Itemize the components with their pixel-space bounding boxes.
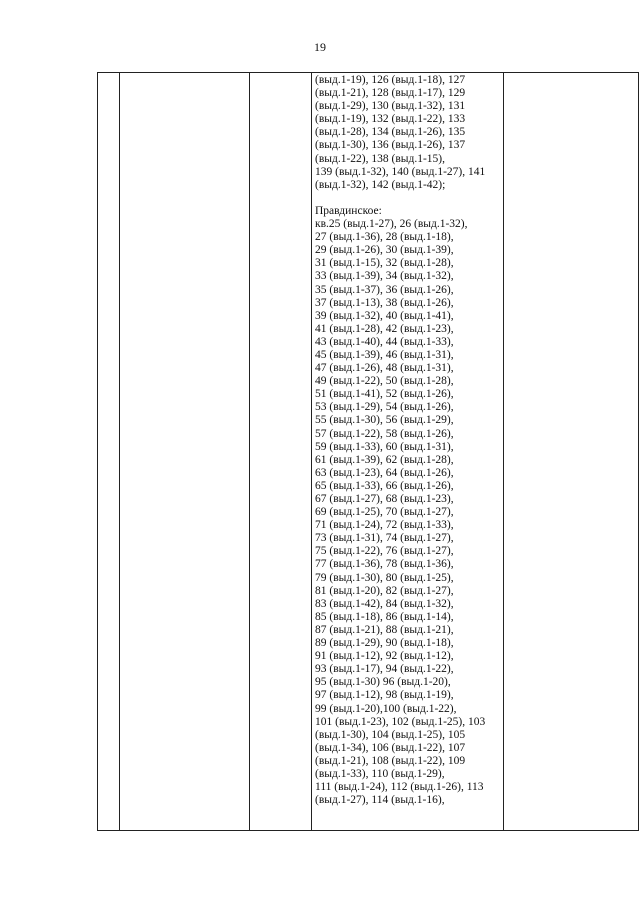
table-bottom-border [97,830,639,831]
text-line: 91 (выд.1-12), 92 (выд.1-12), [315,650,454,663]
text-line: 37 (выд.1-13), 38 (выд.1-26), [315,296,454,309]
text-line: 27 (выд.1-36), 28 (выд.1-18), [315,231,454,244]
page-number: 19 [314,40,326,54]
text-line: (выд.1-21), 128 (выд.1-17), 129 [315,87,466,100]
text-line: 83 (выд.1-42), 84 (выд.1-32), [315,597,454,610]
text-line: 55 (выд.1-30), 56 (выд.1-29), [315,414,454,427]
text-line: (выд.1-33), 110 (выд.1-29), [315,767,445,780]
text-line: 81 (выд.1-20), 82 (выд.1-27), [315,584,454,597]
text-line: 63 (выд.1-23), 64 (выд.1-26), [315,466,454,479]
table-column-border [311,72,312,831]
text-line: (выд.1-30), 136 (выд.1-26), 137 [315,139,466,152]
text-line: (выд.1-21), 108 (выд.1-22), 109 [315,754,466,767]
table-top-border [97,72,639,73]
text-line: 43 (выд.1-40), 44 (выд.1-33), [315,335,454,348]
text-line: 51 (выд.1-41), 52 (выд.1-26), [315,388,454,401]
table-column-border [638,72,639,831]
text-line: 41 (выд.1-28), 42 (выд.1-23), [315,322,454,335]
text-line: 97 (выд.1-12), 98 (выд.1-19), [315,689,454,702]
table-column-border [503,72,504,831]
data-table [97,72,639,831]
text-line: 89 (выд.1-29), 90 (выд.1-18), [315,637,454,650]
text-line: (выд.1-19), 132 (выд.1-22), 133 [315,113,466,126]
text-line: 65 (выд.1-33), 66 (выд.1-26), [315,479,454,492]
text-line: 49 (выд.1-22), 50 (выд.1-28), [315,375,454,388]
text-line: кв.25 (выд.1-27), 26 (выд.1-32), [315,218,468,231]
table-column-border [249,72,250,831]
text-line: (выд.1-32), 142 (выд.1-42); [315,178,446,191]
text-line: 77 (выд.1-36), 78 (выд.1-36), [315,558,454,571]
text-line: 85 (выд.1-18), 86 (выд.1-14), [315,610,454,623]
text-line: 101 (выд.1-23), 102 (выд.1-25), 103 [315,715,486,728]
text-line: 53 (выд.1-29), 54 (выд.1-26), [315,401,454,414]
text-line: 45 (выд.1-39), 46 (выд.1-31), [315,348,454,361]
text-line: 57 (выд.1-22), 58 (выд.1-26), [315,427,454,440]
text-line: (выд.1-27), 114 (выд.1-16), [315,794,445,807]
text-line: 95 (выд.1-30) 96 (выд.1-20), [315,676,451,689]
first-block [315,74,501,192]
text-line: 39 (выд.1-32), 40 (выд.1-41), [315,309,454,322]
table-column-border [119,72,120,831]
section-heading: Правдинское: [315,204,382,217]
text-line: (выд.1-34), 106 (выд.1-22), 107 [315,741,466,754]
text-line: 31 (выд.1-15), 32 (выд.1-28), [315,257,454,270]
text-line: 73 (выд.1-31), 74 (выд.1-27), [315,532,454,545]
text-line: 71 (выд.1-24), 72 (выд.1-33), [315,519,454,532]
text-line: 75 (выд.1-22), 76 (выд.1-27), [315,545,454,558]
text-line: (выд.1-22), 138 (выд.1-15), [315,152,445,165]
second-block [315,218,501,807]
text-line: 35 (выд.1-37), 36 (выд.1-26), [315,283,454,296]
text-line: 87 (выд.1-21), 88 (выд.1-21), [315,623,454,636]
text-line: 139 (выд.1-32), 140 (выд.1-27), 141 [315,165,486,178]
text-line: 59 (выд.1-33), 60 (выд.1-31), [315,440,454,453]
text-line: 67 (выд.1-27), 68 (выд.1-23), [315,493,454,505]
blank-line [315,192,501,205]
text-line: (выд.1-28), 134 (выд.1-26), 135 [315,126,466,139]
text-line: 93 (выд.1-17), 94 (выд.1-22), [315,663,454,676]
text-line: 69 (выд.1-25), 70 (выд.1-27), [315,506,454,519]
text-line: 111 (выд.1-24), 112 (выд.1-26), 113 [315,781,484,794]
text-line: (выд.1-30), 104 (выд.1-25), 105 [315,728,466,741]
text-line: 33 (выд.1-39), 34 (выд.1-32), [315,270,454,283]
text-line: 79 (выд.1-30), 80 (выд.1-25), [315,571,454,584]
text-line: (выд.1-19), 126 (выд.1-18), 127 [315,74,466,86]
text-line: 61 (выд.1-39), 62 (выд.1-28), [315,453,454,466]
forest-quarters-cell [315,74,501,807]
table-column-border [97,72,98,831]
text-line: 29 (выд.1-26), 30 (выд.1-39), [315,244,454,257]
text-line: (выд.1-29), 130 (выд.1-32), 131 [315,100,466,113]
text-line: 47 (выд.1-26), 48 (выд.1-31), [315,362,454,375]
text-line: 99 (выд.1-20),100 (выд.1-22), [315,702,457,715]
